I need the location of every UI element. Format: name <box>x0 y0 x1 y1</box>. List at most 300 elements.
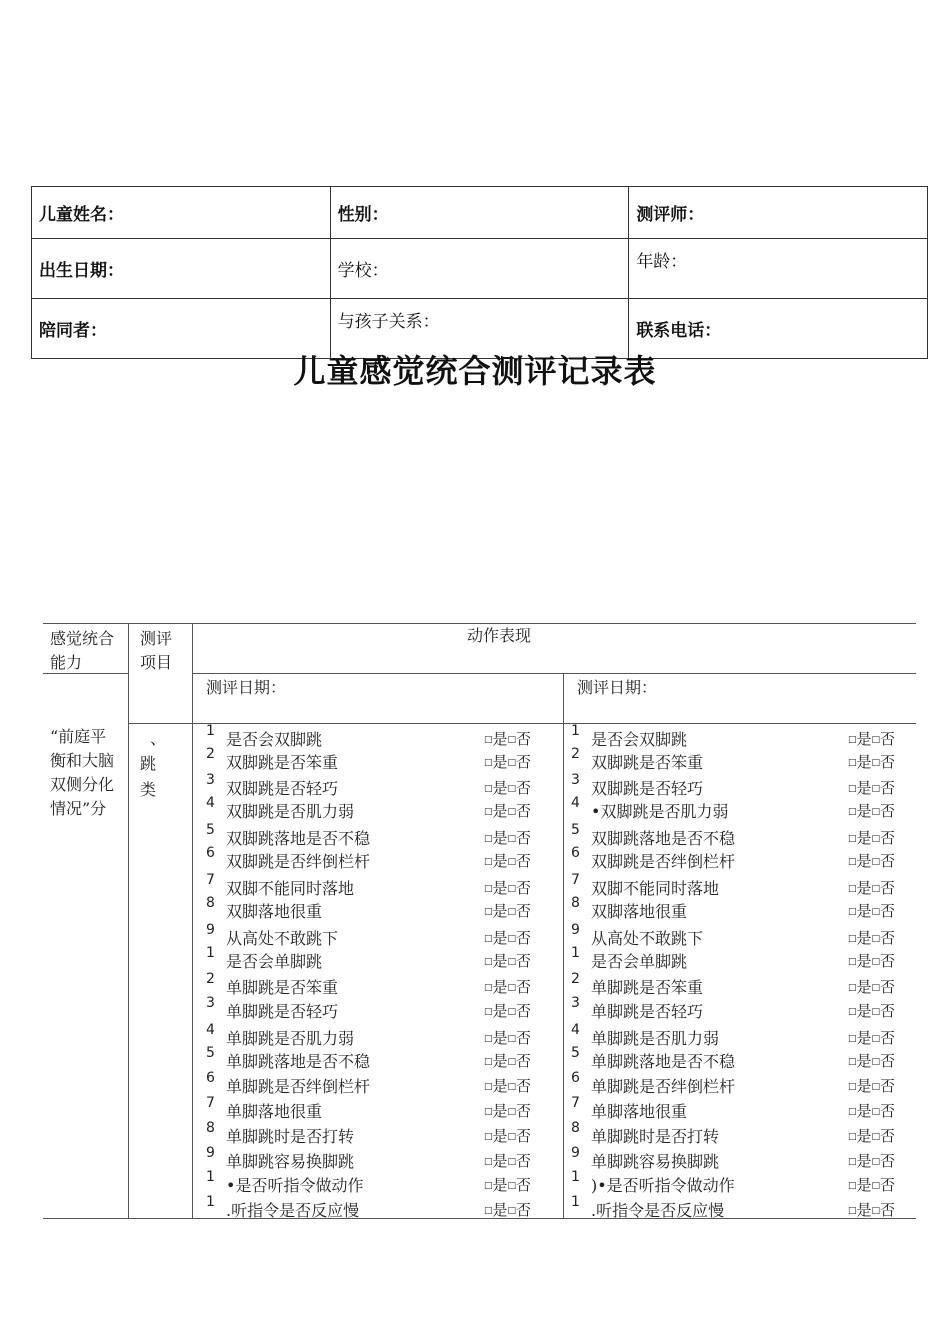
item-number: 6 <box>571 1070 580 1086</box>
item-number: 9 <box>206 1145 215 1161</box>
item-label: 是否会单脚跳 <box>591 952 688 971</box>
item-number: 5 <box>206 822 215 838</box>
item-number: 3 <box>571 995 580 1011</box>
no-label: 否 <box>516 929 532 947</box>
item-label: 单脚跳是否绊倒栏杆 <box>591 1077 736 1096</box>
no-label: 否 <box>516 879 532 897</box>
yes-checkbox[interactable]: □ <box>484 983 493 993</box>
no-checkbox[interactable]: □ <box>871 1206 881 1216</box>
no-label: 否 <box>880 1127 896 1145</box>
no-label: 否 <box>880 802 896 820</box>
yes-checkbox[interactable]: □ <box>484 1132 493 1142</box>
yes-label: 是 <box>856 978 872 996</box>
yes-no-options <box>848 1125 895 1146</box>
yes-no-options <box>484 751 531 772</box>
left-checklist-row <box>206 995 551 1021</box>
item-label: 双脚不能同时落地 <box>226 879 355 898</box>
item-number: 5 <box>571 822 580 838</box>
right-checklist-row <box>571 1145 916 1171</box>
item-label: 单脚落地很重 <box>226 1102 323 1121</box>
item-number: 3 <box>206 772 215 788</box>
no-checkbox[interactable]: □ <box>507 1107 517 1117</box>
relation-field[interactable]: 与孩子关系： <box>330 299 629 359</box>
item-label: •是否听指令做动作 <box>226 1176 364 1195</box>
item-number: 8 <box>206 1120 215 1136</box>
item-number: 6 <box>571 845 580 861</box>
yes-no-options <box>484 1174 531 1195</box>
item-label: 双脚跳是否轻巧 <box>591 779 704 798</box>
item-label: 单脚跳容易换脚跳 <box>591 1152 720 1171</box>
yes-label: 是 <box>856 1002 872 1020</box>
left-checklist-row <box>206 772 551 798</box>
no-label: 否 <box>516 779 532 797</box>
yes-checkbox[interactable]: □ <box>848 934 857 944</box>
info-table <box>31 186 928 359</box>
left-checklist-row <box>206 723 551 749</box>
yes-checkbox[interactable]: □ <box>484 884 493 894</box>
yes-checkbox[interactable]: □ <box>848 784 857 794</box>
item-label: 双脚落地很重 <box>591 902 688 921</box>
yes-checkbox[interactable]: □ <box>484 907 493 917</box>
no-checkbox[interactable]: □ <box>871 907 881 917</box>
item-number: 1 <box>571 723 580 739</box>
item-number: 3 <box>206 995 215 1011</box>
no-checkbox[interactable]: □ <box>507 735 517 745</box>
no-label: 否 <box>880 952 896 970</box>
item-number: 2 <box>571 971 580 987</box>
yes-no-options <box>848 1174 895 1195</box>
yes-label: 是 <box>492 779 508 797</box>
yes-no-options <box>848 1075 895 1096</box>
yes-no-options <box>484 900 531 921</box>
left-checklist-row <box>206 746 551 772</box>
item-label: 双脚跳是否绊倒栏杆 <box>591 852 736 871</box>
yes-label: 是 <box>856 1127 872 1145</box>
no-checkbox[interactable]: □ <box>871 1132 881 1142</box>
item-number: 1 <box>206 723 215 739</box>
phone-field[interactable]: 联系电话： <box>629 299 928 359</box>
yes-checkbox[interactable]: □ <box>848 857 857 867</box>
yes-label: 是 <box>856 753 872 771</box>
yes-checkbox[interactable]: □ <box>848 758 857 768</box>
left-checklist-row <box>206 1045 551 1071</box>
item-label: 从高处不敢跳下 <box>226 929 339 948</box>
no-checkbox[interactable]: □ <box>507 1082 517 1092</box>
item-number: 7 <box>571 1095 580 1111</box>
yes-no-options <box>848 751 895 772</box>
item-label: 单脚跳是否笨重 <box>591 978 704 997</box>
left-checklist-row <box>206 1070 551 1096</box>
left-checklist-row <box>206 945 551 971</box>
yes-checkbox[interactable]: □ <box>848 834 857 844</box>
item-label: 单脚跳是否轻巧 <box>591 1002 704 1021</box>
no-label: 否 <box>516 1052 532 1070</box>
right-checklist-row <box>571 1045 916 1071</box>
yes-label: 是 <box>492 753 508 771</box>
no-checkbox[interactable]: □ <box>507 934 517 944</box>
ability-column-header: 感觉统合能力 <box>50 629 115 672</box>
item-number: 1 <box>571 1169 580 1185</box>
no-checkbox[interactable]: □ <box>871 735 881 745</box>
yes-no-options <box>484 1050 531 1071</box>
yes-checkbox[interactable]: □ <box>848 907 857 917</box>
yes-checkbox[interactable]: □ <box>848 1034 857 1044</box>
yes-checkbox[interactable]: □ <box>848 1057 857 1067</box>
assessor-field[interactable]: 测评师： <box>629 187 928 239</box>
no-checkbox[interactable]: □ <box>871 834 881 844</box>
yes-label: 是 <box>856 1176 872 1194</box>
yes-checkbox[interactable]: □ <box>484 1034 493 1044</box>
no-label: 否 <box>516 829 532 847</box>
left-checklist-row <box>206 1169 551 1195</box>
yes-label: 是 <box>856 929 872 947</box>
no-checkbox[interactable]: □ <box>507 983 517 993</box>
item-label: 双脚跳是否绊倒栏杆 <box>226 852 371 871</box>
no-label: 否 <box>880 929 896 947</box>
no-checkbox[interactable]: □ <box>507 834 517 844</box>
item-number: 2 <box>206 746 215 762</box>
right-checklist-row <box>571 746 916 772</box>
yes-label: 是 <box>492 802 508 820</box>
yes-checkbox[interactable]: □ <box>848 1082 857 1092</box>
yes-checkbox[interactable]: □ <box>848 1007 857 1017</box>
no-checkbox[interactable]: □ <box>507 1157 517 1167</box>
right-checklist-row <box>571 1120 916 1146</box>
yes-checkbox[interactable]: □ <box>484 735 493 745</box>
yes-no-options <box>484 1125 531 1146</box>
no-label: 否 <box>880 730 896 748</box>
left-checklist-row <box>206 895 551 921</box>
no-checkbox[interactable]: □ <box>507 1034 517 1044</box>
yes-label: 是 <box>856 1077 872 1095</box>
yes-checkbox[interactable]: □ <box>848 1107 857 1117</box>
yes-no-options <box>484 1199 531 1220</box>
no-label: 否 <box>516 1127 532 1145</box>
ability-text: “前庭平衡和大脑双侧分化情况”分 <box>50 727 115 818</box>
yes-label: 是 <box>856 1102 872 1120</box>
yes-checkbox[interactable]: □ <box>848 983 857 993</box>
yes-checkbox[interactable]: □ <box>484 784 493 794</box>
no-checkbox[interactable]: □ <box>507 957 517 967</box>
no-label: 否 <box>516 978 532 996</box>
yes-no-options <box>848 1150 895 1171</box>
yes-no-options <box>848 1100 895 1121</box>
yes-label: 是 <box>492 879 508 897</box>
yes-no-options <box>848 927 895 948</box>
item-label: 单脚跳时是否打转 <box>591 1127 720 1146</box>
yes-label: 是 <box>492 952 508 970</box>
yes-no-options <box>848 1050 895 1071</box>
yes-no-options <box>484 927 531 948</box>
item-number: 8 <box>571 895 580 911</box>
no-label: 否 <box>516 730 532 748</box>
no-checkbox[interactable]: □ <box>871 1057 881 1067</box>
col-divider-2 <box>192 623 193 1219</box>
no-label: 否 <box>880 1102 896 1120</box>
right-checklist-row <box>571 971 916 997</box>
item-number: 1 <box>571 1194 580 1210</box>
item-label: 单脚落地很重 <box>591 1102 688 1121</box>
yes-checkbox[interactable]: □ <box>484 1007 493 1017</box>
child-name-field[interactable]: 儿童姓名： <box>32 187 331 239</box>
no-checkbox[interactable]: □ <box>507 1206 517 1216</box>
no-checkbox[interactable]: □ <box>871 1007 881 1017</box>
no-checkbox[interactable]: □ <box>507 907 517 917</box>
yes-label: 是 <box>492 1102 508 1120</box>
item-number: 9 <box>206 922 215 938</box>
date-label-right[interactable]: 测评日期： <box>577 678 658 697</box>
left-checklist-row <box>206 1095 551 1121</box>
yes-label: 是 <box>492 1052 508 1070</box>
date-label-left[interactable]: 测评日期： <box>206 678 287 697</box>
item-number: 7 <box>206 872 215 888</box>
yes-checkbox[interactable]: □ <box>484 1181 493 1191</box>
item-mark: 、 <box>150 729 167 748</box>
left-checklist-row <box>206 845 551 871</box>
yes-no-options <box>848 1199 895 1220</box>
yes-no-options <box>484 827 531 848</box>
yes-label: 是 <box>492 1077 508 1095</box>
no-label: 否 <box>516 1152 532 1170</box>
yes-checkbox[interactable]: □ <box>484 1157 493 1167</box>
right-checklist-row <box>571 723 916 749</box>
no-checkbox[interactable]: □ <box>507 1181 517 1191</box>
yes-checkbox[interactable]: □ <box>848 807 857 817</box>
birth-date-field[interactable]: 出生日期： <box>32 239 331 299</box>
yes-checkbox[interactable]: □ <box>484 1082 493 1092</box>
item-number: 8 <box>206 895 215 911</box>
yes-checkbox[interactable]: □ <box>484 834 493 844</box>
yes-label: 是 <box>856 1201 872 1219</box>
item-label: 双脚跳是否轻巧 <box>226 779 339 798</box>
yes-no-options <box>484 1150 531 1171</box>
item-number: 4 <box>571 1022 580 1038</box>
yes-no-options <box>848 728 895 749</box>
col-divider-3 <box>563 673 564 1219</box>
no-checkbox[interactable]: □ <box>507 784 517 794</box>
right-checklist-row <box>571 845 916 871</box>
no-label: 否 <box>880 1052 896 1070</box>
yes-checkbox[interactable]: □ <box>484 758 493 768</box>
item-text: 跳类 <box>140 754 157 799</box>
item-label: 单脚跳时是否打转 <box>226 1127 355 1146</box>
yes-label: 是 <box>492 978 508 996</box>
yes-no-options <box>484 777 531 798</box>
item-number: 5 <box>571 1045 580 1061</box>
yes-checkbox[interactable]: □ <box>484 1107 493 1117</box>
yes-no-options <box>848 800 895 821</box>
yes-label: 是 <box>856 829 872 847</box>
item-number: 9 <box>571 1145 580 1161</box>
item-label: 单脚跳落地是否不稳 <box>591 1052 736 1071</box>
yes-no-options <box>484 800 531 821</box>
no-checkbox[interactable]: □ <box>871 884 881 894</box>
left-checklist-row <box>206 1145 551 1171</box>
yes-no-options <box>484 877 531 898</box>
no-label: 否 <box>880 1002 896 1020</box>
yes-checkbox[interactable]: □ <box>848 1157 857 1167</box>
yes-label: 是 <box>492 902 508 920</box>
item-number: 6 <box>206 1070 215 1086</box>
no-label: 否 <box>880 902 896 920</box>
item-number: 5 <box>206 1045 215 1061</box>
right-checklist-row <box>571 1194 916 1220</box>
yes-no-options <box>484 1075 531 1096</box>
yes-checkbox[interactable]: □ <box>484 1206 493 1216</box>
yes-label: 是 <box>492 1201 508 1219</box>
no-label: 否 <box>880 1176 896 1194</box>
action-header-underline <box>192 673 916 674</box>
yes-checkbox[interactable]: □ <box>848 1206 857 1216</box>
no-checkbox[interactable]: □ <box>871 784 881 794</box>
item-label: 单脚跳是否笨重 <box>226 978 339 997</box>
yes-checkbox[interactable]: □ <box>484 957 493 967</box>
yes-label: 是 <box>856 852 872 870</box>
yes-label: 是 <box>492 929 508 947</box>
yes-label: 是 <box>856 1029 872 1047</box>
item-label: .听指令是否反应慢 <box>226 1201 360 1220</box>
item-number: 1 <box>206 1169 215 1185</box>
right-checklist-row <box>571 872 916 898</box>
item-label: 双脚落地很重 <box>226 902 323 921</box>
no-label: 否 <box>516 902 532 920</box>
no-label: 否 <box>880 829 896 847</box>
no-label: 否 <box>516 1029 532 1047</box>
yes-no-options <box>848 827 895 848</box>
yes-no-options <box>848 1027 895 1048</box>
gender-field[interactable]: 性别： <box>330 187 629 239</box>
yes-checkbox[interactable]: □ <box>848 957 857 967</box>
left-checklist-row <box>206 1194 551 1220</box>
no-checkbox[interactable]: □ <box>871 807 881 817</box>
no-checkbox[interactable]: □ <box>507 857 517 867</box>
no-checkbox[interactable]: □ <box>871 857 881 867</box>
yes-label: 是 <box>492 1176 508 1194</box>
right-checklist-row <box>571 822 916 848</box>
no-label: 否 <box>516 1077 532 1095</box>
yes-no-options <box>848 777 895 798</box>
item-label: 双脚不能同时落地 <box>591 879 720 898</box>
companion-field[interactable]: 陪同者： <box>32 299 331 359</box>
left-checklist-row <box>206 822 551 848</box>
yes-no-options <box>848 950 895 971</box>
yes-no-options <box>848 850 895 871</box>
item-label: 双脚跳是否肌力弱 <box>226 802 355 821</box>
item-label: 单脚跳落地是否不稳 <box>226 1052 371 1071</box>
no-checkbox[interactable]: □ <box>871 1034 881 1044</box>
yes-checkbox[interactable]: □ <box>848 1181 857 1191</box>
yes-checkbox[interactable]: □ <box>484 807 493 817</box>
left-checklist-row <box>206 872 551 898</box>
item-number: 1 <box>206 945 215 961</box>
no-checkbox[interactable]: □ <box>871 934 881 944</box>
yes-label: 是 <box>492 829 508 847</box>
no-checkbox[interactable]: □ <box>507 1007 517 1017</box>
yes-no-options <box>848 976 895 997</box>
left-checklist-row <box>206 1022 551 1048</box>
right-checklist-row <box>571 795 916 821</box>
item-label: .听指令是否反应慢 <box>591 1201 725 1220</box>
no-label: 否 <box>516 852 532 870</box>
item-label: 双脚跳是否笨重 <box>591 753 704 772</box>
yes-checkbox[interactable]: □ <box>484 1057 493 1067</box>
yes-checkbox[interactable]: □ <box>848 1132 857 1142</box>
item-number: 8 <box>571 1120 580 1136</box>
right-checklist-row <box>571 945 916 971</box>
no-checkbox[interactable]: □ <box>507 884 517 894</box>
yes-label: 是 <box>492 1029 508 1047</box>
yes-checkbox[interactable]: □ <box>484 934 493 944</box>
yes-checkbox[interactable]: □ <box>848 884 857 894</box>
no-checkbox[interactable]: □ <box>507 758 517 768</box>
item-label: •双脚跳是否肌力弱 <box>591 802 729 821</box>
no-label: 否 <box>880 879 896 897</box>
yes-no-options <box>848 877 895 898</box>
item-number: 3 <box>571 772 580 788</box>
no-label: 否 <box>516 1201 532 1219</box>
no-checkbox[interactable]: □ <box>871 1082 881 1092</box>
no-label: 否 <box>516 802 532 820</box>
yes-no-options <box>484 1027 531 1048</box>
right-checklist-row <box>571 995 916 1021</box>
no-checkbox[interactable]: □ <box>871 1157 881 1167</box>
no-checkbox[interactable]: □ <box>871 758 881 768</box>
item-number: 4 <box>206 795 215 811</box>
item-number: 7 <box>206 1095 215 1111</box>
item-label: 双脚跳是否笨重 <box>226 753 339 772</box>
no-label: 否 <box>880 1077 896 1095</box>
yes-label: 是 <box>856 1152 872 1170</box>
yes-no-options <box>848 1000 895 1021</box>
yes-label: 是 <box>856 802 872 820</box>
school-field[interactable]: 学校： <box>330 239 629 299</box>
right-checklist-row <box>571 772 916 798</box>
yes-no-options <box>484 1000 531 1021</box>
item-label: 双脚跳落地是否不稳 <box>226 829 371 848</box>
no-checkbox[interactable]: □ <box>871 957 881 967</box>
yes-label: 是 <box>492 730 508 748</box>
item-label: 是否会双脚跳 <box>591 730 688 749</box>
no-checkbox[interactable]: □ <box>871 1181 881 1191</box>
yes-no-options <box>484 728 531 749</box>
item-number: 2 <box>206 971 215 987</box>
item-label: 单脚跳是否肌力弱 <box>591 1029 720 1048</box>
item-number: 6 <box>206 845 215 861</box>
item-label: 单脚跳容易换脚跳 <box>226 1152 355 1171</box>
col-divider-1 <box>128 623 129 1219</box>
yes-checkbox[interactable]: □ <box>484 857 493 867</box>
item-number: 1 <box>571 945 580 961</box>
age-field[interactable]: 年龄： <box>629 239 928 299</box>
no-label: 否 <box>880 753 896 771</box>
no-label: 否 <box>880 1201 896 1219</box>
no-checkbox[interactable]: □ <box>871 1107 881 1117</box>
yes-label: 是 <box>856 1052 872 1070</box>
no-checkbox[interactable]: □ <box>507 1057 517 1067</box>
item-label: 单脚跳是否轻巧 <box>226 1002 339 1021</box>
no-checkbox[interactable]: □ <box>507 1132 517 1142</box>
no-checkbox[interactable]: □ <box>507 807 517 817</box>
action-column-header: 动作表现 <box>466 626 531 645</box>
no-checkbox[interactable]: □ <box>871 983 881 993</box>
yes-no-options <box>484 950 531 971</box>
yes-label: 是 <box>492 1152 508 1170</box>
yes-checkbox[interactable]: □ <box>848 735 857 745</box>
no-label: 否 <box>880 779 896 797</box>
yes-no-options <box>484 850 531 871</box>
no-label: 否 <box>516 1102 532 1120</box>
no-label: 否 <box>880 852 896 870</box>
